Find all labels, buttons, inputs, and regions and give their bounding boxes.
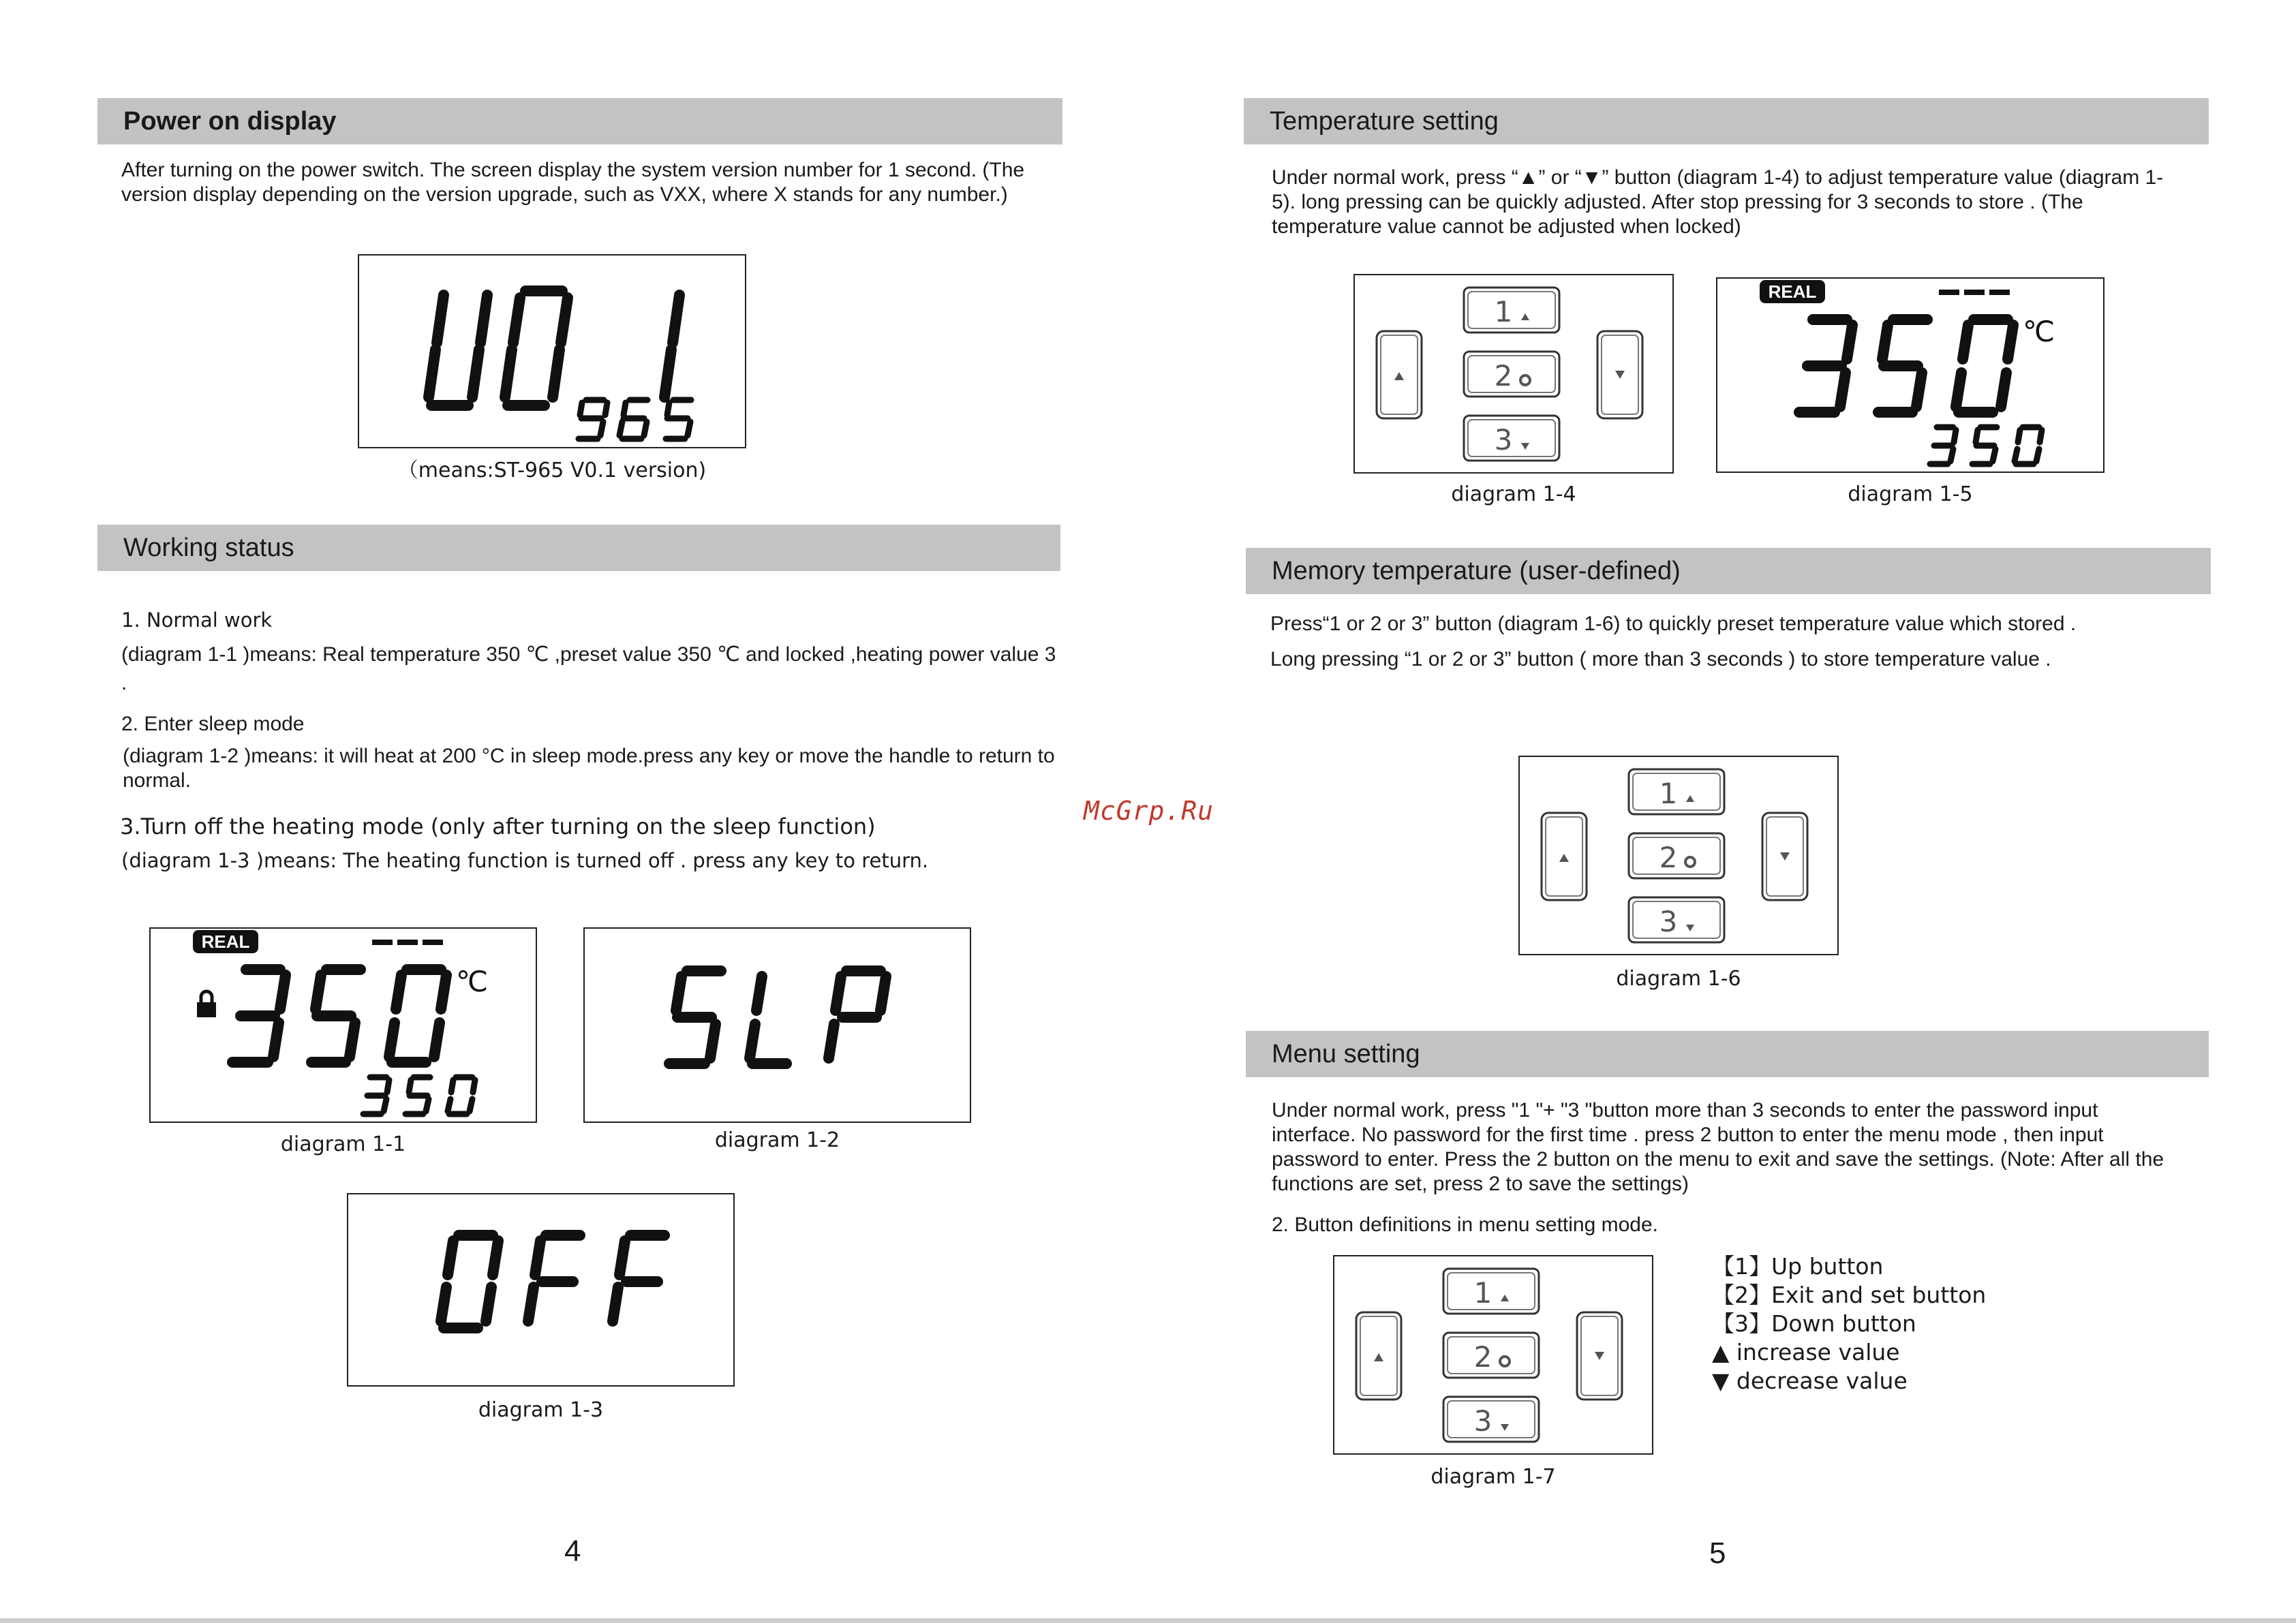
svg-text:1: 1 — [1473, 1276, 1493, 1310]
power-bars — [372, 940, 443, 945]
diagram-1-3-display — [347, 1193, 735, 1387]
diagram-1-6-buttons — [1518, 756, 1839, 955]
digit-0 — [505, 291, 568, 405]
power-on-heading-bar — [97, 98, 1062, 144]
diagram-1-4-buttons — [1353, 274, 1674, 474]
caption-diagram-1-3: diagram 1-3 — [478, 1398, 604, 1422]
caption-diagram-1-6: diagram 1-6 — [1616, 967, 1741, 991]
off-mode-title: 3.Turn off the heating mode (only after turning on the sleep function) — [120, 814, 876, 839]
left-up-button[interactable] — [1356, 1312, 1401, 1400]
power-bars — [1939, 290, 2010, 295]
temperature-setting-paragraph: Under normal work, press “▲” or “▼” button (diagram 1-4) to adjust temperature value (diagram 1-5). long pressing can be quickly adjusted. After stop pressing for 3 seconds to store . (The temperature value cannot be adjusted when locked) — [1272, 166, 2164, 238]
off-mode-paragraph: (diagram 1-3 )means: The heating function is turned off . press any key to return. — [121, 849, 929, 872]
button-3[interactable] — [1464, 416, 1559, 461]
digit-1 — [664, 295, 679, 397]
sleep-main-digits — [669, 971, 886, 1064]
diagram-1-2-display — [583, 927, 971, 1123]
celsius-symbol: ℃ — [456, 965, 489, 998]
temp-sub-digits — [363, 1077, 475, 1114]
temp-sub-digits — [1930, 427, 2042, 464]
watermark: McGrp.Ru — [1084, 796, 1214, 826]
memory-line-2: Long pressing “1 or 2 or 3” button ( more than 3 seconds ) to store temperature value . — [1270, 648, 2051, 670]
right-down-button[interactable] — [1762, 813, 1807, 900]
caption-diagram-1-4: diagram 1-4 — [1451, 482, 1576, 506]
legend-item: 【1】Up button — [1712, 1253, 1884, 1280]
svg-text:2: 2 — [1659, 841, 1678, 874]
digit-U — [429, 295, 487, 405]
version-display — [358, 254, 746, 448]
version-sub-digits — [579, 400, 691, 439]
legend-item: ▼ decrease value — [1712, 1367, 1908, 1394]
diagram-1-7-buttons — [1333, 1255, 1653, 1455]
button-2[interactable] — [1443, 1333, 1539, 1378]
left-up-button[interactable] — [1542, 813, 1587, 900]
celsius-symbol: ℃ — [2023, 315, 2055, 348]
button-1[interactable] — [1443, 1269, 1539, 1314]
svg-text:1: 1 — [1494, 295, 1513, 328]
caption-diagram-1-1: diagram 1-1 — [280, 1132, 406, 1156]
button-2[interactable] — [1629, 833, 1724, 878]
memory-line-1: Press“1 or 2 or 3” button (diagram 1-6) to quickly preset temperature value which stored . — [1270, 613, 2077, 635]
svg-text:3: 3 — [1494, 423, 1513, 457]
off-main-digits — [441, 1235, 664, 1328]
temperature-setting-heading: Temperature setting — [1270, 107, 1499, 136]
caption-diagram-1-5: diagram 1-5 — [1848, 482, 1973, 506]
menu-setting-paragraph: Under normal work, press "1 "+ "3 "button more than 3 seconds to enter the password input interface. No password for the first time . press 2 button to enter the menu mode , then input password to enter. Press the 2 button on the menu to exit and save the settings. (Note: After all the functions are set, press 2 to save the settings) — [1272, 1099, 2164, 1195]
svg-text:1: 1 — [1659, 777, 1678, 810]
version-caption: （means:ST-965 V0.1 version) — [397, 459, 707, 482]
caption-diagram-1-2: diagram 1-2 — [714, 1128, 840, 1152]
real-badge-text: REAL — [1768, 281, 1817, 302]
menu-setting-heading-bar — [1246, 1031, 2209, 1077]
menu-setting-heading: Menu setting — [1272, 1040, 1420, 1068]
page-number-left: 4 — [564, 1534, 581, 1568]
left-up-button[interactable] — [1377, 331, 1422, 418]
button-3[interactable] — [1443, 1397, 1539, 1442]
right-down-button[interactable] — [1597, 331, 1642, 418]
button-1[interactable] — [1629, 769, 1724, 814]
svg-text:3: 3 — [1473, 1404, 1493, 1438]
right-down-button[interactable] — [1577, 1312, 1622, 1400]
page-bottom-border — [0, 1618, 2296, 1623]
normal-work-paragraph: (diagram 1-1 )means: Real temperature 350 ℃ ,preset value 350 ℃ and locked ,heating power value 3 . — [121, 643, 1056, 694]
button-legend — [1712, 1252, 1986, 1395]
button-3[interactable] — [1629, 897, 1724, 942]
real-badge-text: REAL — [201, 931, 250, 952]
normal-work-title: 1. Normal work — [121, 608, 273, 632]
button-2[interactable] — [1464, 352, 1559, 397]
legend-item: 【2】Exit and set button — [1712, 1282, 1987, 1308]
sleep-mode-title: 2. Enter sleep mode — [121, 713, 305, 735]
power-on-heading: Power on display — [123, 107, 337, 136]
diagram-1-1-display — [149, 927, 537, 1123]
diagram-1-5-display — [1716, 277, 2104, 473]
lock-icon — [197, 991, 216, 1017]
working-status-heading-bar — [97, 525, 1060, 571]
page-number-right: 5 — [1709, 1536, 1726, 1570]
svg-text:2: 2 — [1473, 1340, 1493, 1374]
menu-definitions-title: 2. Button definitions in menu setting mode. — [1272, 1214, 1659, 1236]
temperature-setting-heading-bar — [1244, 98, 2209, 144]
button-1[interactable] — [1464, 288, 1559, 333]
memory-temperature-heading-bar — [1246, 548, 2211, 594]
svg-text:2: 2 — [1494, 359, 1513, 392]
legend-item: ▲ increase value — [1712, 1339, 1900, 1365]
power-on-paragraph: After turning on the power switch. The screen display the system version number for 1 second. (The version display depending on the version upgrade, such as VXX, where X stands for any number.) — [121, 159, 1025, 206]
temp-main-digits — [1799, 320, 2013, 412]
temp-main-digits — [232, 970, 446, 1062]
legend-item: 【3】Down button — [1712, 1310, 1916, 1337]
memory-temperature-heading: Memory temperature (user-defined) — [1272, 557, 1681, 585]
svg-text:3: 3 — [1659, 905, 1678, 938]
sleep-mode-paragraph: (diagram 1-2 )means: it will heat at 200 °C in sleep mode.press any key or move the handle to return to normal. — [123, 745, 1055, 792]
caption-diagram-1-7: diagram 1-7 — [1430, 1465, 1556, 1489]
working-status-heading: Working status — [123, 534, 294, 562]
